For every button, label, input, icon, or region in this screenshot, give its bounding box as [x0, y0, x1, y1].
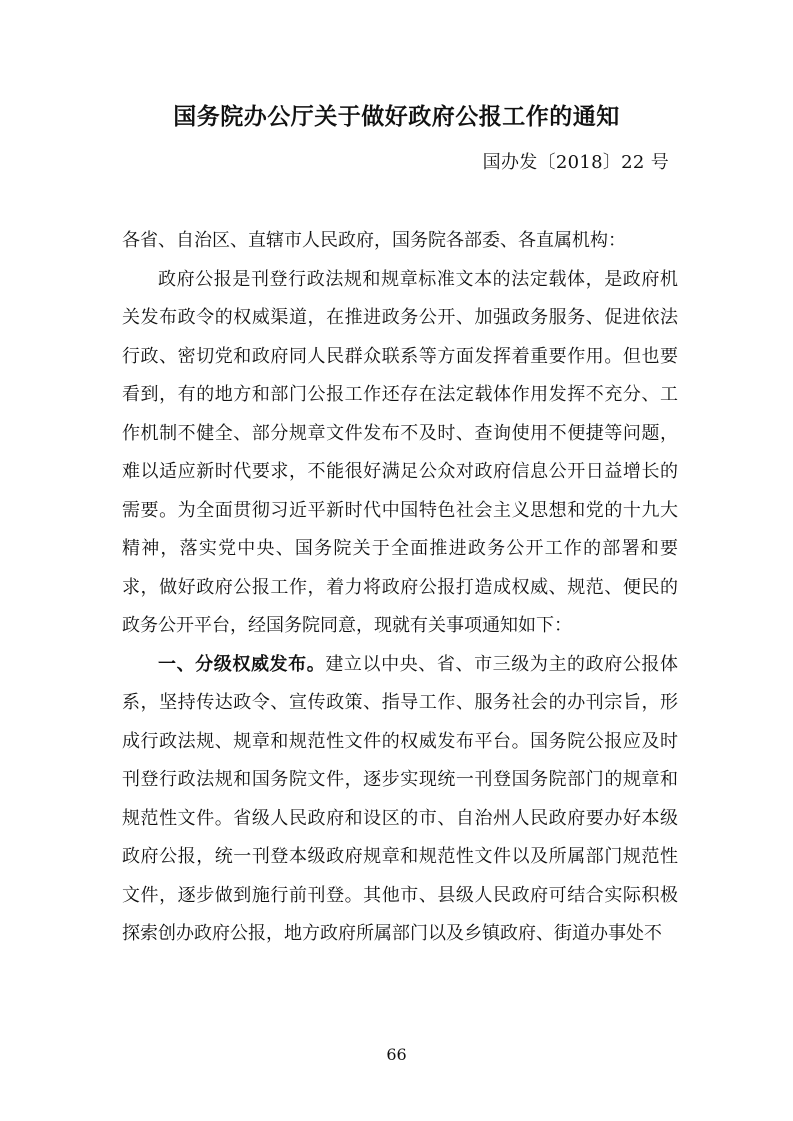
paragraph-section-1	[122, 646, 678, 954]
salutation: 各省、自治区、直辖市人民政府，国务院各部委、各直属机构：	[122, 230, 626, 251]
document-body	[122, 222, 678, 954]
section-1-heading: 一、分级权威发布。	[158, 653, 326, 675]
paragraph-intro: 政府公报是刊登行政法规和规章标准文本的法定载体，是政府机关发布政令的权威渠道，在推进政务公开、加强政务服务、促进依法行政、密切党和政府同人民群众联系等方面发挥着重要作用。但也要看到，有的地方和部门公报工作还存在法定载体作用发挥不充分、工作机制不健全、部分规章文件发布不及时、查询使用不便捷等问题，难以适应新时代要求，不能很好满足公众对政府信息公开日益增长的需要。为全面贯彻习近平新时代中国特色社会主义思想和党的十九大精神，落实党中央、国务院关于全面推进政务公开工作的部署和要求，做好政府公报工作，着力将政府公报打造成权威、规范、便民的政务公开平台，经国务院同意，现就有关事项通知如下：	[122, 268, 678, 636]
page-number: 66	[386, 1045, 407, 1064]
section-1-text: 建立以中央、省、市三级为主的政府公报体系，坚持传达政令、宣传政策、指导工作、服务社会的办刊宗旨，形成行政法规、规章和规范性文件的权威发布平台。国务院公报应及时刊登行政法规和国务院文件，逐步实现统一刊登国务院部门的规章和规范性文件。省级人民政府和设区的市、自治州人民政府要办好本级政府公报，统一刊登本级政府规章和规范性文件以及所属部门规范性文件，逐步做到施行前刊登。其他市、县级人民政府可结合实际积极探索创办政府公报，地方政府所属部门以及乡镇政府、街道办事处不	[122, 653, 679, 944]
document-title: 国务院办公厅关于做好政府公报工作的通知	[173, 104, 620, 130]
document-number: 国办发〔2018〕22 号	[482, 152, 669, 173]
